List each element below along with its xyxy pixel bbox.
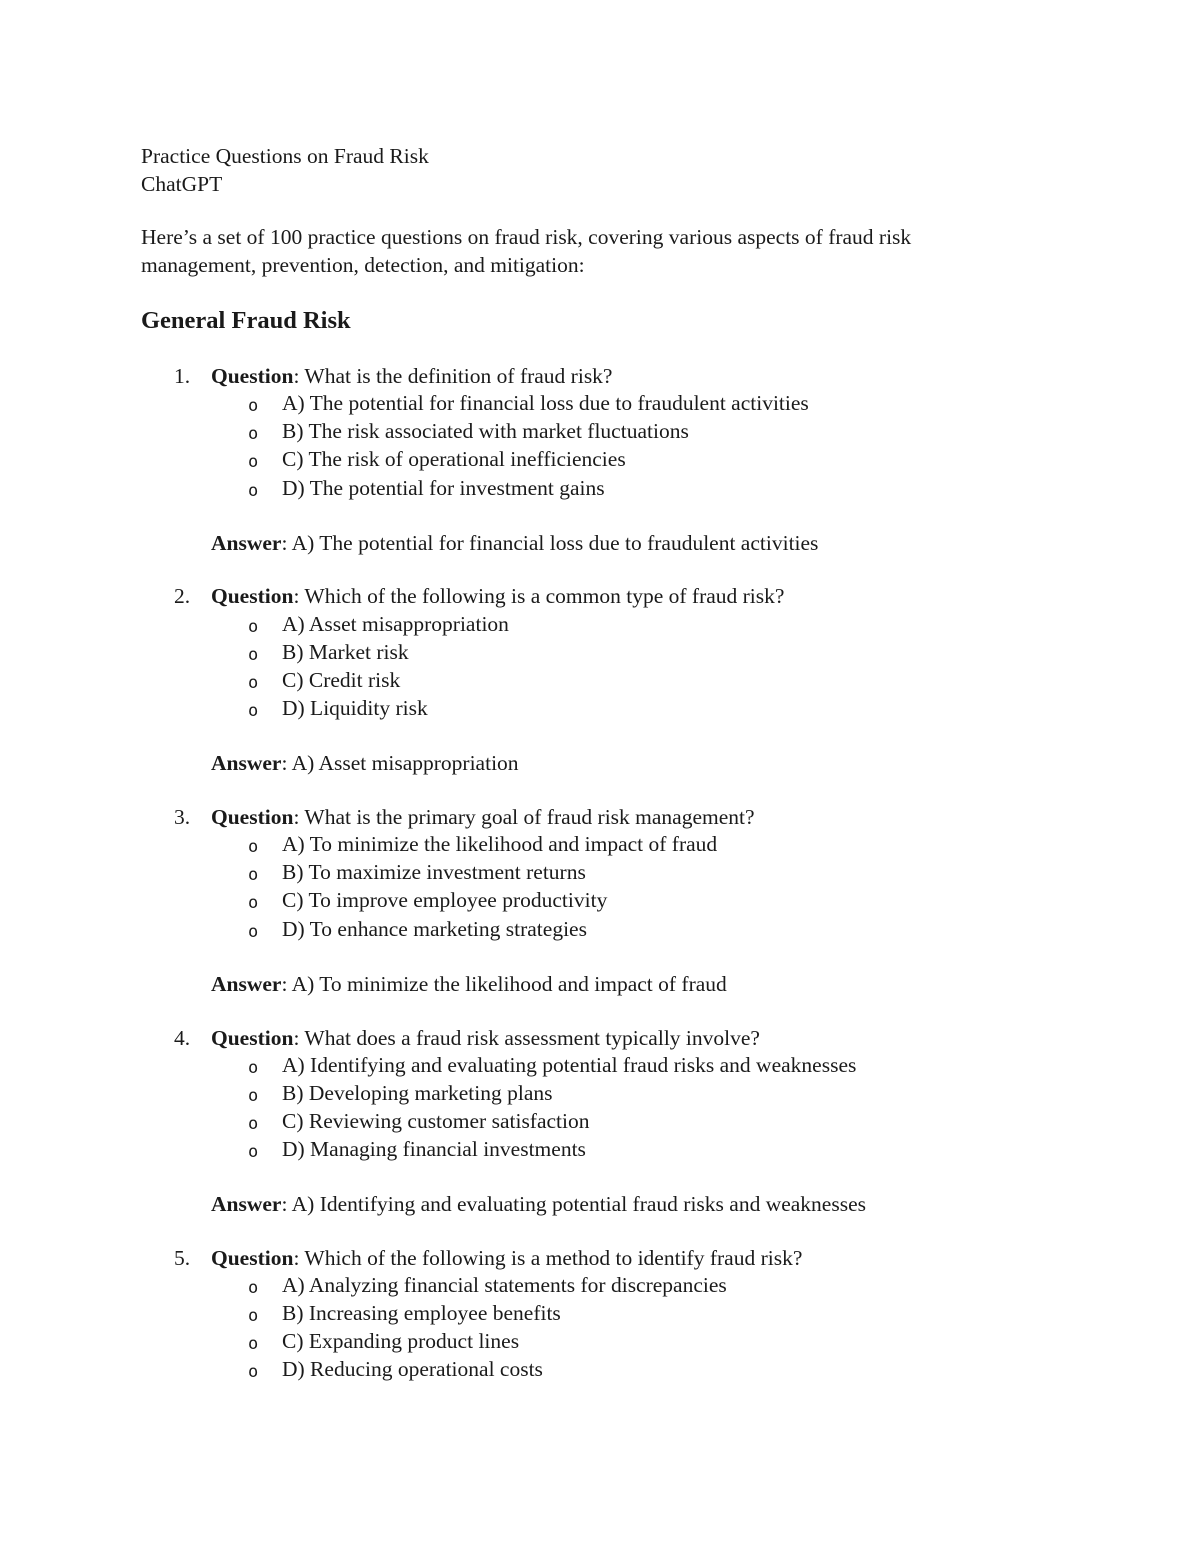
answer-option: D) Liquidity risk xyxy=(282,696,428,720)
answer-option: B) Increasing employee benefits xyxy=(282,1301,561,1325)
answer-option: D) The potential for investment gains xyxy=(282,476,605,500)
answer-option: D) To enhance marketing strategies xyxy=(282,917,587,941)
answer-option: D) Reducing operational costs xyxy=(282,1357,543,1381)
document-title: Practice Questions on Fraud Risk xyxy=(141,144,429,168)
question-label: Question xyxy=(211,805,294,829)
bullet-icon: o xyxy=(248,1334,259,1354)
bullet-icon: o xyxy=(248,673,259,693)
answer-option: A) Analyzing financial statements for discrepancies xyxy=(282,1273,727,1297)
answer-option: C) To improve employee productivity xyxy=(282,888,608,912)
answer-option: B) Market risk xyxy=(282,640,409,664)
answer-option: C) Expanding product lines xyxy=(282,1329,520,1353)
intro-text-line-2: management, prevention, detection, and mitigation: xyxy=(141,253,585,277)
question-body: : Which of the following is a method to identify fraud risk? xyxy=(293,1246,803,1270)
question-number: 2. xyxy=(174,584,191,608)
answer-option: D) Managing financial investments xyxy=(282,1137,586,1161)
question-text xyxy=(211,1028,760,1050)
answer-line xyxy=(211,753,519,775)
answer-option: B) The risk associated with market fluctuations xyxy=(282,419,689,443)
answer-body: : A) To minimize the likelihood and impact of fraud xyxy=(281,972,727,996)
answer-label: Answer xyxy=(211,972,282,996)
answer-option: C) Credit risk xyxy=(282,668,401,692)
answer-option: C) Reviewing customer satisfaction xyxy=(282,1109,590,1133)
question-text xyxy=(211,1248,802,1270)
answer-body: : A) Identifying and evaluating potential fraud risks and weaknesses xyxy=(281,1192,866,1216)
bullet-icon: o xyxy=(248,922,259,942)
question-text xyxy=(211,807,755,829)
bullet-icon: o xyxy=(248,1114,259,1134)
bullet-icon: o xyxy=(248,481,259,501)
document-subtitle: ChatGPT xyxy=(141,172,223,196)
question-body: : Which of the following is a common type of fraud risk? xyxy=(293,584,785,608)
bullet-icon: o xyxy=(248,701,259,721)
answer-option: A) Identifying and evaluating potential fraud risks and weaknesses xyxy=(282,1053,857,1077)
bullet-icon: o xyxy=(248,893,259,913)
question-label: Question xyxy=(211,364,294,388)
question-body: : What is the definition of fraud risk? xyxy=(293,364,613,388)
answer-label: Answer xyxy=(211,751,282,775)
question-body: : What does a fraud risk assessment typically involve? xyxy=(293,1026,760,1050)
answer-line xyxy=(211,1194,866,1216)
bullet-icon: o xyxy=(248,865,259,885)
question-label: Question xyxy=(211,1246,294,1270)
question-label: Question xyxy=(211,584,294,608)
answer-option: A) To minimize the likelihood and impact of fraud xyxy=(282,832,718,856)
answer-body: : A) The potential for financial loss due to fraudulent activities xyxy=(281,531,819,555)
bullet-icon: o xyxy=(248,424,259,444)
answer-body: : A) Asset misappropriation xyxy=(281,751,519,775)
bullet-icon: o xyxy=(248,1362,259,1382)
section-heading: General Fraud Risk xyxy=(141,307,351,334)
question-text xyxy=(211,586,784,608)
bullet-icon: o xyxy=(248,837,259,857)
bullet-icon: o xyxy=(248,1142,259,1162)
answer-label: Answer xyxy=(211,531,282,555)
answer-label: Answer xyxy=(211,1192,282,1216)
answer-line xyxy=(211,974,727,996)
bullet-icon: o xyxy=(248,645,259,665)
question-text xyxy=(211,366,612,388)
question-number: 1. xyxy=(174,364,191,388)
question-number: 4. xyxy=(174,1026,191,1050)
bullet-icon: o xyxy=(248,1278,259,1298)
question-number: 3. xyxy=(174,805,191,829)
question-number: 5. xyxy=(174,1246,191,1270)
bullet-icon: o xyxy=(248,396,259,416)
bullet-icon: o xyxy=(248,1306,259,1326)
answer-option: C) The risk of operational inefficiencies xyxy=(282,447,626,471)
question-body: : What is the primary goal of fraud risk management? xyxy=(293,805,755,829)
bullet-icon: o xyxy=(248,1058,259,1078)
intro-text-line-1: Here’s a set of 100 practice questions on fraud risk, covering various aspects of fraud risk xyxy=(141,225,912,249)
answer-option: B) To maximize investment returns xyxy=(282,860,586,884)
answer-option: A) Asset misappropriation xyxy=(282,612,509,636)
answer-line xyxy=(211,533,818,555)
question-label: Question xyxy=(211,1026,294,1050)
bullet-icon: o xyxy=(248,1086,259,1106)
bullet-icon: o xyxy=(248,452,259,472)
bullet-icon: o xyxy=(248,617,259,637)
answer-option: A) The potential for financial loss due to fraudulent activities xyxy=(282,391,809,415)
answer-option: B) Developing marketing plans xyxy=(282,1081,553,1105)
